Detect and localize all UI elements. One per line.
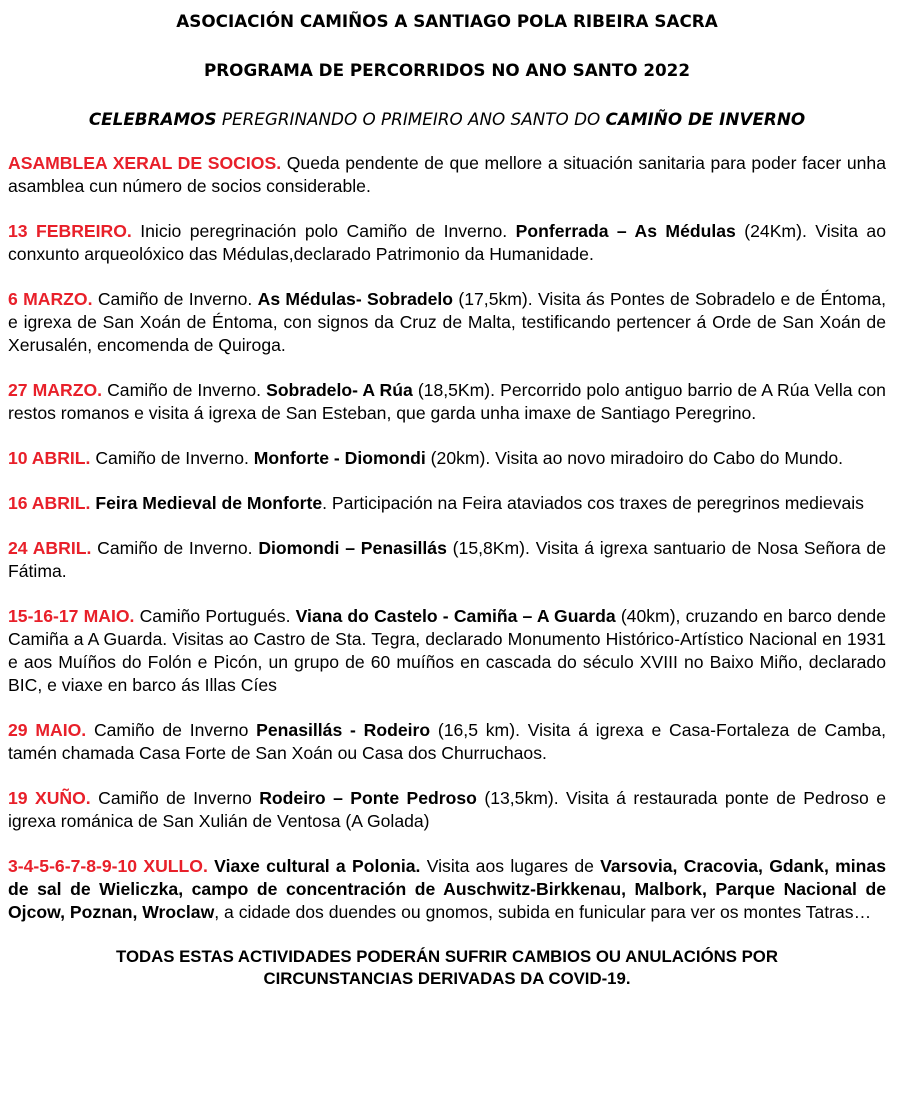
subtitle-emphasis-1: CELEBRAMOS [88, 109, 217, 129]
entry-text: Camiño de Inverno. [102, 380, 267, 400]
entry-date: 19 XUÑO. [8, 788, 91, 808]
entry-date: 6 MARZO. [8, 289, 93, 309]
entry-route: Viana do Castelo - Camiña – A Guarda [295, 606, 616, 626]
notice-line-2: CIRCUNSTANCIAS DERIVADAS DA COVID-19. [263, 969, 631, 988]
activity-entry-6-marzo [8, 288, 886, 357]
entry-route: Ponferrada – As Médulas [515, 221, 736, 241]
entry-route: Penasillás - Rodeiro [256, 720, 431, 740]
entry-text: Camiño de Inverno. [90, 448, 254, 468]
entry-text: Camiño de Inverno [86, 720, 257, 740]
activity-list [8, 152, 886, 924]
entry-route: Rodeiro – Ponte Pedroso [259, 788, 477, 808]
entry-date: ASAMBLEA XERAL DE SOCIOS. [8, 153, 282, 173]
entry-date: 24 ABRIL. [8, 538, 92, 558]
activity-entry-10-abril [8, 447, 886, 470]
entry-date: 15-16-17 MAIO. [8, 606, 135, 626]
activity-entry-15-16-17-maio [8, 605, 886, 697]
entry-date: 29 MAIO. [8, 720, 87, 740]
covid-notice [8, 946, 886, 990]
entry-text: Inicio peregrinación polo Camiño de Inverno. [131, 221, 516, 241]
entry-route: Viaxe cultural a Polonia. [214, 856, 421, 876]
entry-text: (40km), cruzando en barco dende Camiña a A Guarda. Visitas ao Castro de Sta. Tegra, declarado Monumento Histórico-Artístico Nacional en 1931 e aos Muíños do Folón e Picón, un grupo de 60 muíños en cascada do século XVIII no Baixo Miño, declarado BIC, e viaxe en barco ás Illas Cíes [8, 606, 886, 695]
entry-route: Sobradelo- A Rúa [266, 380, 413, 400]
entry-text: Camiño Portugués. [134, 606, 296, 626]
entry-text: Camiño de Inverno. [91, 538, 259, 558]
entry-route: Feira Medieval de Monforte [95, 493, 323, 513]
entry-date: 3-4-5-6-7-8-9-10 XULLO. [8, 856, 208, 876]
program-subtitle [8, 108, 886, 130]
association-title: ASOCIACIÓN CAMIÑOS A SANTIAGO POLA RIBEIRA SACRA [176, 11, 718, 31]
subtitle-middle: PEREGRINANDO O PRIMEIRO ANO SANTO DO [216, 109, 606, 129]
entry-date: 16 ABRIL. [8, 493, 91, 513]
entry-date: 10 ABRIL. [8, 448, 91, 468]
entry-text: (15,8Km). Visita á igrexa santuario de Nosa Señora de Fátima. [8, 538, 886, 581]
entry-text: (17,5km). Visita ás Pontes de Sobradelo e de Éntoma, e igrexa de San Xoán de Éntoma, con signos da Cruz de Malta, testificando pertencer á Orde de San Xoán de Xerusalén, encomenda de Quiroga. [8, 289, 887, 355]
entry-text: Camiño de Inverno. [92, 289, 258, 309]
notice-line-1: TODAS ESTAS ACTIVIDADES PODERÁN SUFRIR CAMBIOS OU ANULACIÓNS POR [116, 947, 778, 966]
entry-date: 27 MARZO. [8, 380, 103, 400]
activity-entry-27-marzo [8, 379, 886, 425]
entry-text: (13,5km). Visita á restaurada ponte de Pedroso e igrexa románica de San Xulián de Ventosa (A Golada) [8, 788, 886, 831]
activity-entry-16-abril [8, 492, 886, 515]
entry-text: Visita aos lugares de [420, 856, 601, 876]
entry-route: Diomondi – Penasillás [258, 538, 447, 558]
activity-entry-xullo [8, 855, 886, 924]
activity-entry-19-xuno [8, 787, 886, 833]
entry-text: (24Km). Visita ao conxunto arqueolóxico das Médulas,declarado Patrimonio da Humanidade. [8, 221, 886, 264]
entry-text: . Participación na Feira ataviados cos traxes de peregrinos medievais [322, 493, 864, 513]
entry-route: Monforte - Diomondi [253, 448, 426, 468]
activity-entry-24-abril [8, 537, 886, 583]
entry-text: Camiño de Inverno [90, 788, 260, 808]
entry-text: , a cidade dos duendes ou gnomos, subida en funicular para ver os montes Tatras… [214, 902, 872, 922]
activity-entry-29-maio [8, 719, 886, 765]
activity-entry-assembly [8, 152, 886, 198]
activity-entry-13-febreiro [8, 220, 886, 266]
entry-route: As Médulas- Sobradelo [257, 289, 454, 309]
entry-places: Varsovia, Cracovia, Gdank, minas de sal de Wieliczka, campo de concentración de Auschwitz-Birkkenau, Malbork, Parque Nacional de Ojcow, Poznan, Wroclaw [8, 856, 886, 922]
entry-text: (20km). Visita ao novo miradoiro do Cabo do Mundo. [425, 448, 844, 468]
entry-text: (16,5 km). Visita á igrexa e Casa-Fortaleza de Camba, tamén chamada Casa Forte de San Xoán ou Casa dos Churruchaos. [8, 720, 887, 763]
entry-date: 13 FEBREIRO. [8, 221, 132, 241]
subtitle-emphasis-2: CAMIÑO DE INVERNO [605, 109, 806, 129]
entry-text: Queda pendente de que mellore a situación sanitaria para poder facer unha asamblea cun número de socios considerable. [8, 153, 886, 196]
entry-text: (18,5Km). Percorrido polo antiguo barrio de A Rúa Vella con restos romanos e visita á igrexa de San Esteban, que garda unha imaxe de Santiago Peregrino. [8, 380, 886, 423]
program-title: PROGRAMA DE PERCORRIDOS NO ANO SANTO 2022 [203, 60, 691, 80]
